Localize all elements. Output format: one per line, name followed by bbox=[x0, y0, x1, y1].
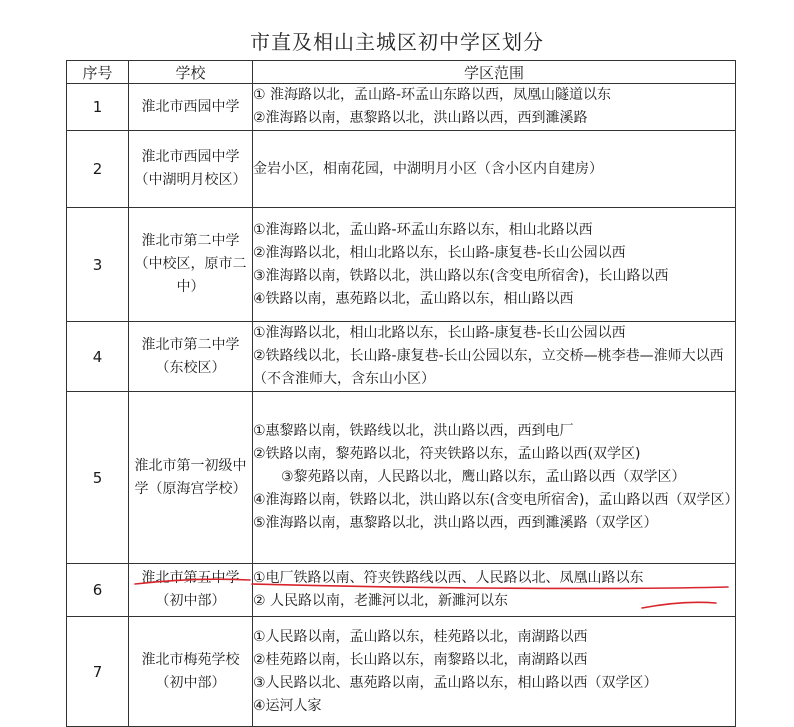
page-title: 市直及相山主城区初中学区划分 bbox=[250, 30, 544, 54]
range-item: ③黎苑路以南，人民路以北，鹰山路以东，孟山路以西（双学区） bbox=[281, 469, 686, 485]
header-school: 学校 bbox=[129, 61, 253, 84]
table-row bbox=[67, 131, 736, 208]
range-item: ③人民路以北、惠苑路以南，孟山路以东，相山路以西（双学区） bbox=[253, 674, 658, 691]
table-header-row bbox=[67, 61, 736, 84]
range-item: ①人民路以南，孟山路以东，桂苑路以北，南湖路以西 bbox=[253, 628, 588, 645]
table-row bbox=[67, 208, 736, 322]
school-name: 淮北市第二中学（中校区，原市二中） bbox=[129, 208, 253, 322]
range-item: ②淮海路以南，惠黎路以北，洪山路以西，西到濉溪路 bbox=[253, 110, 588, 126]
range-item: ② 人民路以南，老濉河以北，新濉河以东 bbox=[253, 593, 508, 609]
row-number: 4 bbox=[67, 322, 129, 392]
row-number: 2 bbox=[67, 131, 129, 208]
row-number: 6 bbox=[67, 564, 129, 617]
row-number: 5 bbox=[67, 392, 129, 564]
table-row bbox=[67, 564, 736, 617]
district-table bbox=[66, 60, 739, 727]
range-item: ①惠黎路以南，铁路线以北，洪山路以西，西到电厂 bbox=[253, 423, 574, 439]
district-range bbox=[253, 208, 736, 322]
range-item: ①电厂铁路以南、符夹铁路线以西、人民路以北、凤凰山路以东 bbox=[253, 570, 644, 586]
school-name: 淮北市第一初级中学（原海宫学校） bbox=[129, 392, 253, 564]
range-item: ①淮海路以北，相山北路以东，长山路-康复巷-长山公园以西 bbox=[253, 325, 626, 341]
range-item: ④铁路以南，惠苑路以北，孟山路以东，相山路以西 bbox=[253, 290, 574, 307]
range-item: ②铁路线以北，长山路-康复巷-长山公园以东，立交桥—桃李巷—淮师大以西（不含淮师大，含东山小区） bbox=[253, 348, 724, 387]
row-number: 1 bbox=[67, 84, 129, 131]
range-item: 金岩小区，相南花园，中湖明月小区（含小区内自建房） bbox=[253, 160, 603, 177]
school-name: 淮北市第二中学（东校区） bbox=[129, 322, 253, 392]
school-name: 淮北市西园中学（中湖明月校区） bbox=[129, 131, 253, 208]
school-name: 淮北市梅苑学校（初中部） bbox=[129, 617, 253, 727]
table-row bbox=[67, 84, 736, 131]
range-item: ②淮海路以北，相山北路以东，长山路-康复巷-长山公园以西 bbox=[253, 244, 626, 261]
district-range bbox=[253, 392, 739, 564]
row-number: 7 bbox=[67, 617, 129, 727]
district-range bbox=[253, 84, 736, 131]
range-item: ③淮海路以南，铁路以北，洪山路以东(含变电所宿舍)，长山路以西 bbox=[253, 267, 669, 284]
range-item: ①淮海路以北，孟山路-环孟山东路以东，相山北路以西 bbox=[253, 221, 593, 238]
header-num: 序号 bbox=[67, 61, 129, 84]
school-name: 淮北市第五中学（初中部） bbox=[129, 564, 253, 617]
row-number: 3 bbox=[67, 208, 129, 322]
school-name: 淮北市西园中学 bbox=[129, 84, 253, 131]
district-range bbox=[253, 131, 736, 208]
range-item: ④运河人家 bbox=[253, 697, 322, 714]
range-item: ⑤淮海路以南，惠黎路以北，洪山路以西，西到濉溪路（双学区） bbox=[253, 515, 658, 531]
range-item: ②桂苑路以南，长山路以东，南黎路以北，南湖路以西 bbox=[253, 651, 588, 668]
range-item: ②铁路以南，黎苑路以北，符夹铁路以东，孟山路以西(双学区) bbox=[253, 446, 641, 462]
range-item: ① 淮海路以北，孟山路-环孟山东路以西，凤凰山隧道以东 bbox=[253, 87, 612, 103]
district-range bbox=[253, 564, 736, 617]
range-item: ④淮海路以南，铁路以北，洪山路以东(含变电所宿舍)，孟山路以西（双学区） bbox=[253, 492, 739, 508]
table-row bbox=[67, 617, 736, 727]
table-row bbox=[67, 322, 736, 392]
district-range bbox=[253, 322, 736, 392]
header-range: 学区范围 bbox=[253, 61, 736, 84]
table-row bbox=[67, 392, 736, 564]
district-range bbox=[253, 617, 736, 727]
